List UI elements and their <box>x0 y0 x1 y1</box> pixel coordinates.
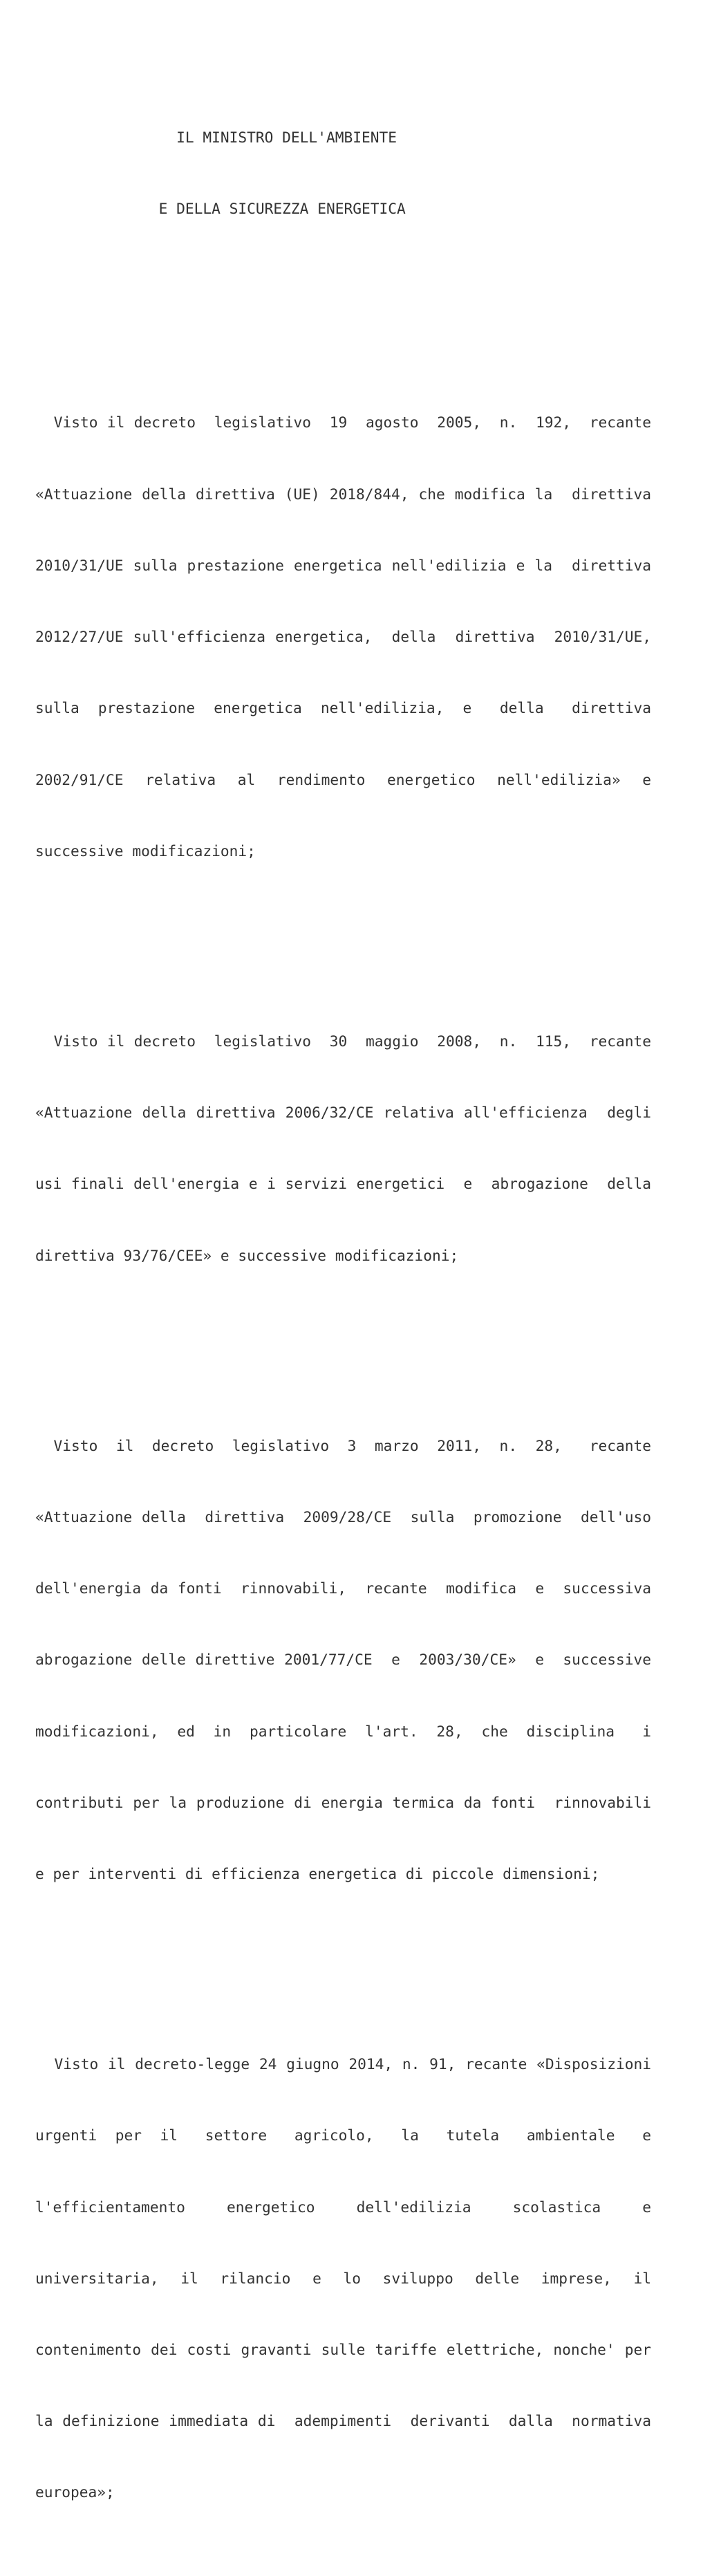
paragraph-dlgs-192-2005 <box>35 364 651 911</box>
text-line: contributi per la produzione di energia termica da fonti rinnovabili <box>35 1793 651 1811</box>
text-line: abrogazione delle direttive 2001/77/CE e 2003/30/CE» e successive <box>35 1651 651 1669</box>
text-line: Visto il decreto-legge 24 giugno 2014, n. 91, recante «Disposizioni <box>35 2055 651 2073</box>
text-line: direttiva 93/76/CEE» e successive modificazioni; <box>35 1246 459 1264</box>
paragraph-dlgs-28-2011 <box>35 1387 651 1934</box>
paragraph-dl-91-2014 <box>35 2005 651 2552</box>
text-line: l'efficientamento energetico dell'edilizia scolastica e <box>35 2198 651 2216</box>
text-line: Visto il decreto legislativo 3 marzo 2011, n. 28, recante <box>35 1436 651 1454</box>
text-line: usi finali dell'energia e i servizi energetici e abrogazione della <box>35 1175 651 1193</box>
text-line: urgenti per il settore agricolo, la tutela ambientale e <box>35 2126 651 2144</box>
text-line: sulla prestazione energetica nell'edilizia, e della direttiva <box>35 699 651 717</box>
paragraph-dlgs-115-2008 <box>35 982 651 1315</box>
text-line: 2012/27/UE sull'efficienza energetica, della direttiva 2010/31/UE, <box>35 628 651 646</box>
text-line: 2002/91/CE relativa al rendimento energetico nell'edilizia» e <box>35 770 651 788</box>
text-line: e per interventi di efficienza energetica di piccole dimensioni; <box>35 1865 600 1882</box>
document-title <box>35 78 651 268</box>
text-line: la definizione immediata di adempimenti derivanti dalla normativa <box>35 2412 651 2430</box>
text-line: dell'energia da fonti rinnovabili, recante modifica e successiva <box>35 1579 651 1597</box>
text-line: Visto il decreto legislativo 30 maggio 2008, n. 115, recante <box>35 1032 651 1050</box>
text-line: successive modificazioni; <box>35 842 256 860</box>
title-line-2: E DELLA SICUREZZA ENERGETICA <box>35 199 406 217</box>
document-body <box>35 30 651 2576</box>
text-line: Visto il decreto legislativo 19 agosto 2005, n. 192, recante <box>35 414 651 432</box>
text-line: universitaria, il rilancio e lo sviluppo delle imprese, il <box>35 2269 651 2287</box>
text-line: contenimento dei costi gravanti sulle tariffe elettriche, nonche' per <box>35 2341 651 2359</box>
text-line: «Attuazione della direttiva (UE) 2018/844, che modifica la direttiva <box>35 485 651 503</box>
text-line: modificazioni, ed in particolare l'art. 28, che disciplina i <box>35 1722 651 1740</box>
text-line: «Attuazione della direttiva 2006/32/CE relativa all'efficienza degli <box>35 1104 651 1122</box>
text-line: europea»; <box>35 2483 115 2501</box>
title-line-1: IL MINISTRO DELL'AMBIENTE <box>35 128 397 146</box>
text-line: 2010/31/UE sulla prestazione energetica nell'edilizia e la direttiva <box>35 556 651 574</box>
text-line: «Attuazione della direttiva 2009/28/CE sulla promozione dell'uso <box>35 1508 651 1526</box>
